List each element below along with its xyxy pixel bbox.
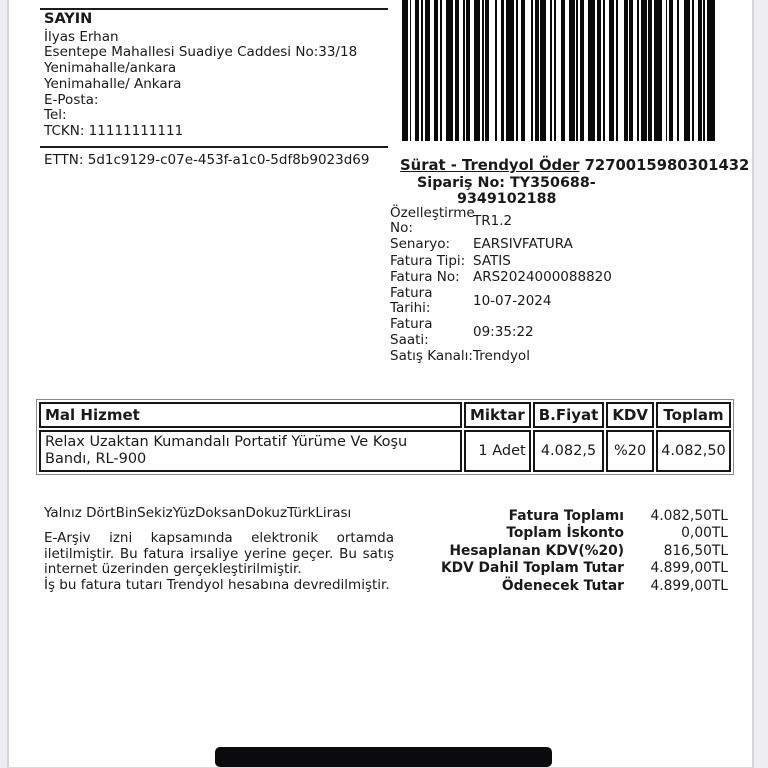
item-total: 4.082,50: [656, 430, 731, 472]
order-no-line2: 9349102188: [457, 191, 557, 207]
items-table: [36, 399, 734, 475]
meta-label: Satış Kanalı:: [390, 347, 473, 364]
meta-row-fatura-no: [390, 270, 735, 285]
recipient-address-line1: Esentepe Mahallesi Suadiye Caddesi No:33/18: [44, 44, 358, 61]
meta-value: ARS2024000088820: [473, 268, 612, 285]
meta-row-fatura-tipi: [390, 254, 735, 269]
tracking-number: 7270015980301432: [584, 157, 750, 174]
total-value: 4.899,00TL: [650, 577, 728, 594]
meta-label: Fatura Saati:: [390, 316, 433, 348]
total-value: 816,50TL: [663, 542, 728, 559]
total-row-toplam-iskonto: [360, 525, 728, 542]
recipient-name: İlyas Erhan: [44, 28, 119, 45]
total-row-fatura-toplami: [360, 508, 728, 525]
recipient-top-rule: [40, 8, 388, 10]
recipient-heading: SAYIN: [44, 11, 93, 27]
bottom-cropped-barcode: [215, 747, 552, 767]
total-label: KDV Dahil Toplam Tutar: [440, 560, 624, 577]
item-unit-price: 4.082,5: [533, 430, 605, 472]
recipient-phone-label: Tel:: [44, 107, 67, 124]
meta-row-senaryo: [390, 237, 735, 252]
meta-value: 09:35:22: [473, 324, 534, 341]
col-header-kdv: KDV: [606, 402, 654, 428]
col-header-miktar: Miktar: [464, 402, 531, 428]
item-quantity: 1 Adet: [464, 430, 531, 472]
meta-label: Fatura Tipi:: [390, 252, 466, 269]
col-header-toplam: Toplam: [656, 402, 731, 428]
meta-value: SATIS: [473, 252, 511, 269]
total-label: Toplam İskonto: [506, 525, 624, 542]
recipient-tckn: TCKN: 11111111111: [44, 122, 184, 139]
order-no-line1: Sipariş No: TY350688-: [417, 175, 596, 191]
amount-in-words: Yalnız DörtBinSekizYüzDoksanDokuzTürkLirası: [44, 505, 352, 521]
total-row-kdv-dahil: [360, 560, 728, 577]
meta-value: Trendyol: [473, 347, 530, 364]
meta-row-fatura-tarihi: [390, 286, 735, 316]
legal-note-paragraph1: E-Arşiv izni kapsamında elektronik ortamda iletilmiştir. Bu fatura irsaliye yerine geçer. Bu satış internet üzerinden gerçekleştirilmiştir.: [44, 530, 394, 578]
meta-row-satis-kanali: [390, 349, 735, 364]
total-value: 0,00TL: [681, 525, 728, 542]
recipient-address-line2: Yenimahalle/ankara: [44, 60, 177, 77]
meta-row-ozellestirme: [390, 206, 735, 236]
meta-label: Fatura No:: [390, 268, 460, 285]
items-table-wrap: [36, 399, 734, 475]
meta-value: TR1.2: [473, 212, 513, 229]
totals-block: [360, 508, 728, 595]
meta-label: Fatura Tarihi:: [390, 285, 433, 317]
item-row: [39, 430, 731, 472]
meta-value: 10-07-2024: [473, 292, 552, 309]
total-value: 4.082,50TL: [650, 508, 728, 524]
item-vat-rate: %20: [606, 430, 654, 472]
col-header-bfiyat: B.Fiyat: [533, 402, 605, 428]
ettn-rule: [40, 146, 388, 148]
carrier-line: [400, 157, 749, 174]
meta-label: Senaryo:: [390, 236, 451, 253]
recipient-email-label: E-Posta:: [44, 91, 99, 108]
item-description: Relax Uzaktan Kumandalı Portatif Yürüme Ve Koşu Bandı, RL-900: [39, 430, 462, 472]
col-header-mal-hizmet: Mal Hizmet: [39, 402, 462, 428]
meta-value: EARSIVFATURA: [473, 236, 573, 253]
total-label: Ödenecek Tutar: [501, 577, 624, 594]
legal-note-paragraph2: İş bu fatura tutarı Trendyol hesabına devredilmiştir.: [44, 577, 390, 594]
total-label: Fatura Toplamı: [508, 508, 624, 524]
total-label: Hesaplanan KDV(%20): [449, 542, 624, 559]
total-row-hesaplanan-kdv: [360, 543, 728, 560]
recipient-address-line3: Yenimahalle/ Ankara: [44, 75, 182, 92]
total-row-odenecek-tutar: [360, 578, 728, 595]
meta-label: Özelleştirme No:: [390, 205, 475, 237]
meta-row-fatura-saati: [390, 317, 735, 347]
ettn-line: ETTN: 5d1c9129-c07e-453f-a1c0-5df8b9023d69: [44, 152, 370, 168]
shipping-barcode-image: [402, 0, 718, 141]
recipient-block: [44, 12, 389, 140]
carrier-name: Sürat - Trendyol Öder: [400, 157, 580, 174]
invoice-meta-block: [390, 206, 735, 365]
items-table-header-row: [39, 402, 731, 428]
legal-notes: [44, 531, 394, 594]
total-value: 4.899,00TL: [650, 560, 728, 577]
